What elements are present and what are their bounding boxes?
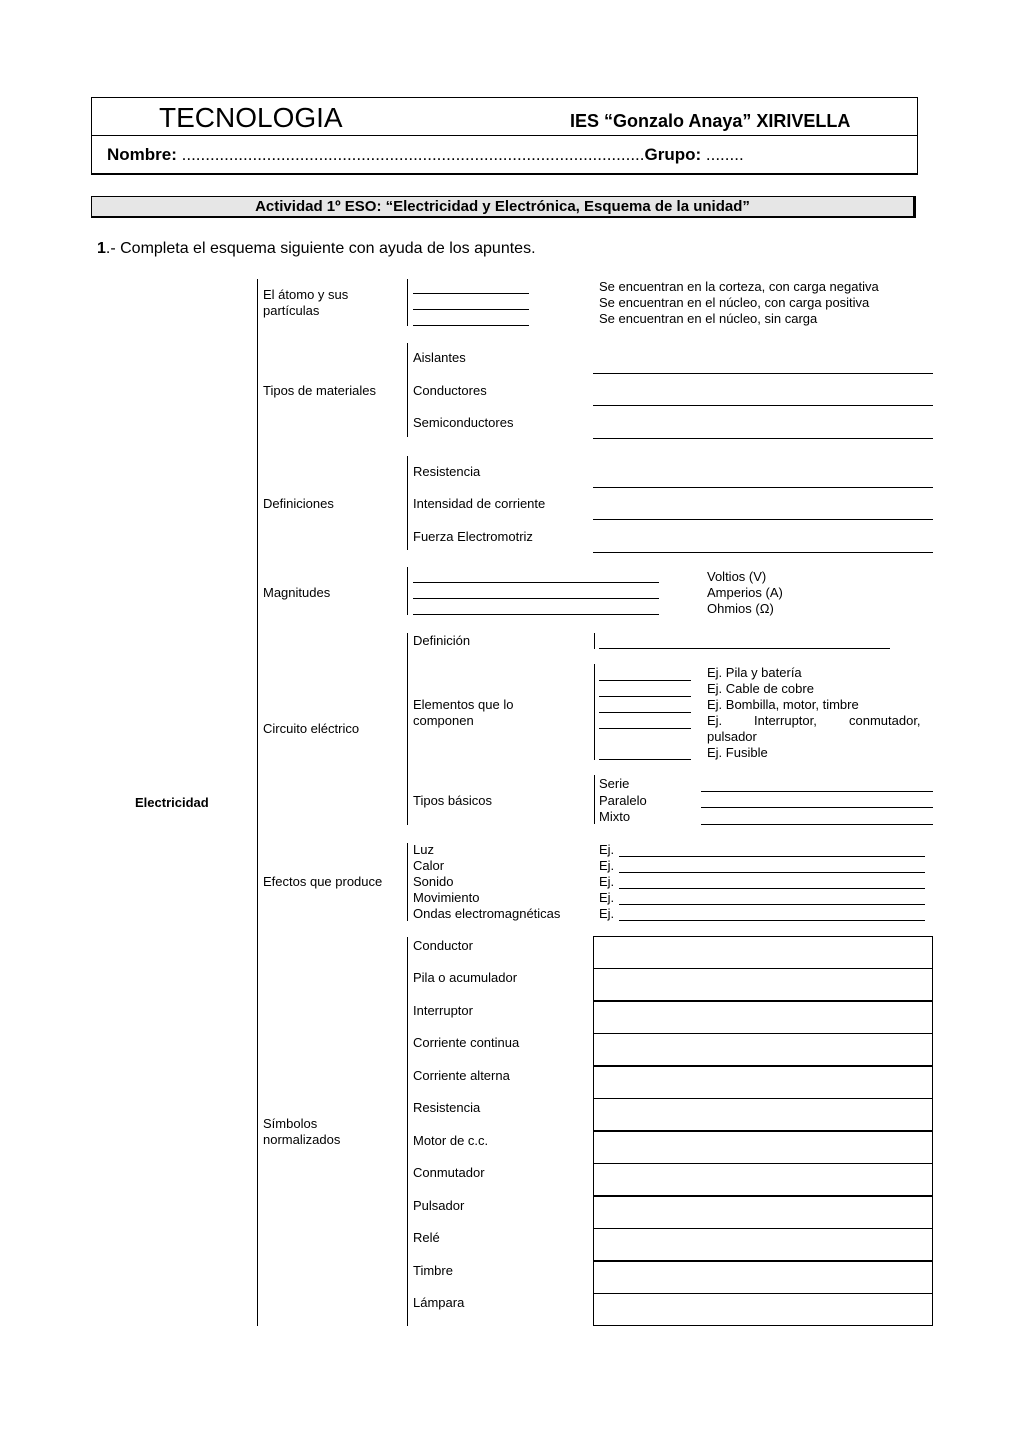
atomo-blank-3[interactable] [413,325,529,326]
definiciones-answer-3[interactable] [593,552,933,553]
simbolo-conductor: Conductor [413,938,473,953]
atomo-desc-1: Se encuentran en la corteza, con carga negativa [599,279,879,294]
elementos-bracket [594,664,595,760]
magnitudes-bracket [407,567,408,615]
ejemplo-fusible: Ej. Fusible [707,745,768,760]
atomo-label-2: partículas [263,303,320,318]
efectos-bracket [407,843,408,921]
definicion-bracket [594,633,595,649]
simbolo-box-corriente-continua[interactable] [593,1033,933,1066]
simbolo-box-timbre[interactable] [593,1261,933,1294]
name-label: Nombre: [107,145,177,164]
simbolo-pila: Pila o acumulador [413,970,518,985]
group-field[interactable]: ........ [701,145,744,164]
simbolo-box-pila[interactable] [593,968,933,1001]
magnitudes-blank-2[interactable] [413,598,659,599]
simbolo-pulsador: Pulsador [413,1198,465,1213]
simbolo-box-conmutador[interactable] [593,1163,933,1196]
efecto-answer-1[interactable] [619,856,925,857]
materiales-answer-2[interactable] [593,405,933,406]
definicion-resistencia: Resistencia [413,464,481,479]
tipo-serie: Serie [599,776,630,791]
elementos-label-1: Elementos que lo [413,697,514,712]
simbolo-box-motor[interactable] [593,1131,933,1164]
efecto-ondas: Ondas electromagnéticas [413,906,561,921]
main-bracket-line [257,279,258,1326]
materiales-bracket [407,343,408,437]
activity-title: Actividad 1º ESO: “Electricidad y Electrónica, Esquema de la unidad” [91,196,916,218]
material-semiconductores: Semiconductores [413,415,514,430]
efecto-ej-1: Ej. [599,842,615,857]
school-name: IES “Gonzalo Anaya” XIRIVELLA [570,111,851,131]
simbolo-box-rele[interactable] [593,1228,933,1261]
simbolo-corriente-alterna: Corriente alterna [413,1068,510,1083]
atomo-bracket [407,279,408,326]
efecto-calor: Calor [413,858,445,873]
elemento-blank-2[interactable] [599,696,691,697]
efecto-ej-4: Ej. [599,890,615,905]
atomo-desc-2: Se encuentran en el núcleo, con carga positiva [599,295,870,310]
ejemplo-pulsador: pulsador [707,729,757,744]
elemento-blank-1[interactable] [599,680,691,681]
circuito-label: Circuito eléctrico [263,721,360,736]
ejemplo-pila: Ej. Pila y batería [707,665,802,680]
simbolo-corriente-continua: Corriente continua [413,1035,520,1050]
tipo-paralelo: Paralelo [599,793,647,808]
atomo-blank-2[interactable] [413,309,529,310]
elemento-blank-3[interactable] [599,712,691,713]
definicion-intensidad: Intensidad de corriente [413,496,546,511]
materiales-answer-1[interactable] [593,373,933,374]
question-1 [97,239,536,259]
efecto-sonido: Sonido [413,874,454,889]
header-box [91,97,918,175]
material-aislantes: Aislantes [413,350,466,365]
unit-voltios: Voltios (V) [707,569,767,584]
definiciones-label: Definiciones [263,496,334,511]
atomo-label-1: El átomo y sus [263,287,349,302]
ejemplo-bombilla: Ej. Bombilla, motor, timbre [707,697,859,712]
atomo-desc-3: Se encuentran en el núcleo, sin carga [599,311,818,326]
simbolo-resistencia: Resistencia [413,1100,481,1115]
simbolo-box-interruptor[interactable] [593,1001,933,1034]
efecto-answer-2[interactable] [619,872,925,873]
group-label: Grupo: [644,145,702,164]
efecto-movimiento: Movimiento [413,890,480,905]
circuito-bracket [407,633,408,825]
magnitudes-blank-1[interactable] [413,582,659,583]
simbolo-interruptor: Interruptor [413,1003,473,1018]
elementos-label-2: componen [413,713,474,728]
question-text: .- Completa el esquema siguiente con ayuda de los apuntes. [105,240,536,257]
elemento-blank-4[interactable] [599,728,691,729]
tipos-bracket [594,775,595,824]
efecto-answer-4[interactable] [619,904,925,905]
unit-ohmios: Ohmios (Ω) [707,601,774,616]
definiciones-answer-2[interactable] [593,519,933,520]
simbolo-timbre: Timbre [413,1263,453,1278]
simbolos-bracket [407,937,408,1326]
tipo-mixto-answer[interactable] [701,824,933,825]
circuito-definicion: Definición [413,633,471,648]
ejemplo-interruptor: Interruptor, [754,713,817,728]
materiales-label: Tipos de materiales [263,383,376,398]
name-field[interactable]: .................................................................................................. [176,145,645,164]
efecto-ej-3: Ej. [599,874,615,889]
simbolo-motor: Motor de c.c. [413,1133,489,1148]
definiciones-bracket [407,456,408,550]
simbolo-lampara: Lámpara [413,1295,465,1310]
name-row [107,144,744,166]
simbolo-conmutador: Conmutador [413,1165,485,1180]
definiciones-answer-1[interactable] [593,487,933,488]
simbolo-box-lampara[interactable] [593,1293,933,1326]
efecto-answer-5[interactable] [619,920,925,921]
magnitudes-label: Magnitudes [263,585,331,600]
header-divider [92,135,917,136]
page-title: TECNOLOGIA [159,102,343,133]
simbolos-label-1: Símbolos [263,1116,318,1131]
ejemplo-conmutador: conmutador, [849,713,921,728]
simbolos-label-2: normalizados [263,1132,341,1147]
magnitudes-blank-3[interactable] [413,614,659,615]
tipo-paralelo-answer[interactable] [701,807,933,808]
elemento-blank-5[interactable] [599,759,691,760]
efecto-ej-5: Ej. [599,906,615,921]
unit-amperios: Amperios (A) [707,585,783,600]
ejemplo-interruptor-prefix: Ej. [707,713,723,728]
simbolo-box-pulsador[interactable] [593,1196,933,1229]
simbolo-box-resistencia[interactable] [593,1098,933,1131]
definicion-fem: Fuerza Electromotriz [413,529,533,544]
tipos-label: Tipos básicos [413,793,492,808]
efecto-answer-3[interactable] [619,888,925,889]
question-number: 1 [97,240,106,257]
material-conductores: Conductores [413,383,487,398]
atomo-blank-1[interactable] [413,293,529,294]
ejemplo-cable: Ej. Cable de cobre [707,681,814,696]
tipo-serie-answer[interactable] [701,791,933,792]
efecto-ej-2: Ej. [599,858,615,873]
root-label: Electricidad [135,795,209,810]
tipo-mixto: Mixto [599,809,631,824]
efecto-luz: Luz [413,842,434,857]
materiales-answer-3[interactable] [593,438,933,439]
simbolo-box-corriente-alterna[interactable] [593,1066,933,1099]
simbolo-box-conductor[interactable] [593,936,933,969]
efectos-label: Efectos que produce [263,874,383,889]
simbolo-rele: Relé [413,1230,440,1245]
circuito-definicion-answer[interactable] [599,648,890,649]
